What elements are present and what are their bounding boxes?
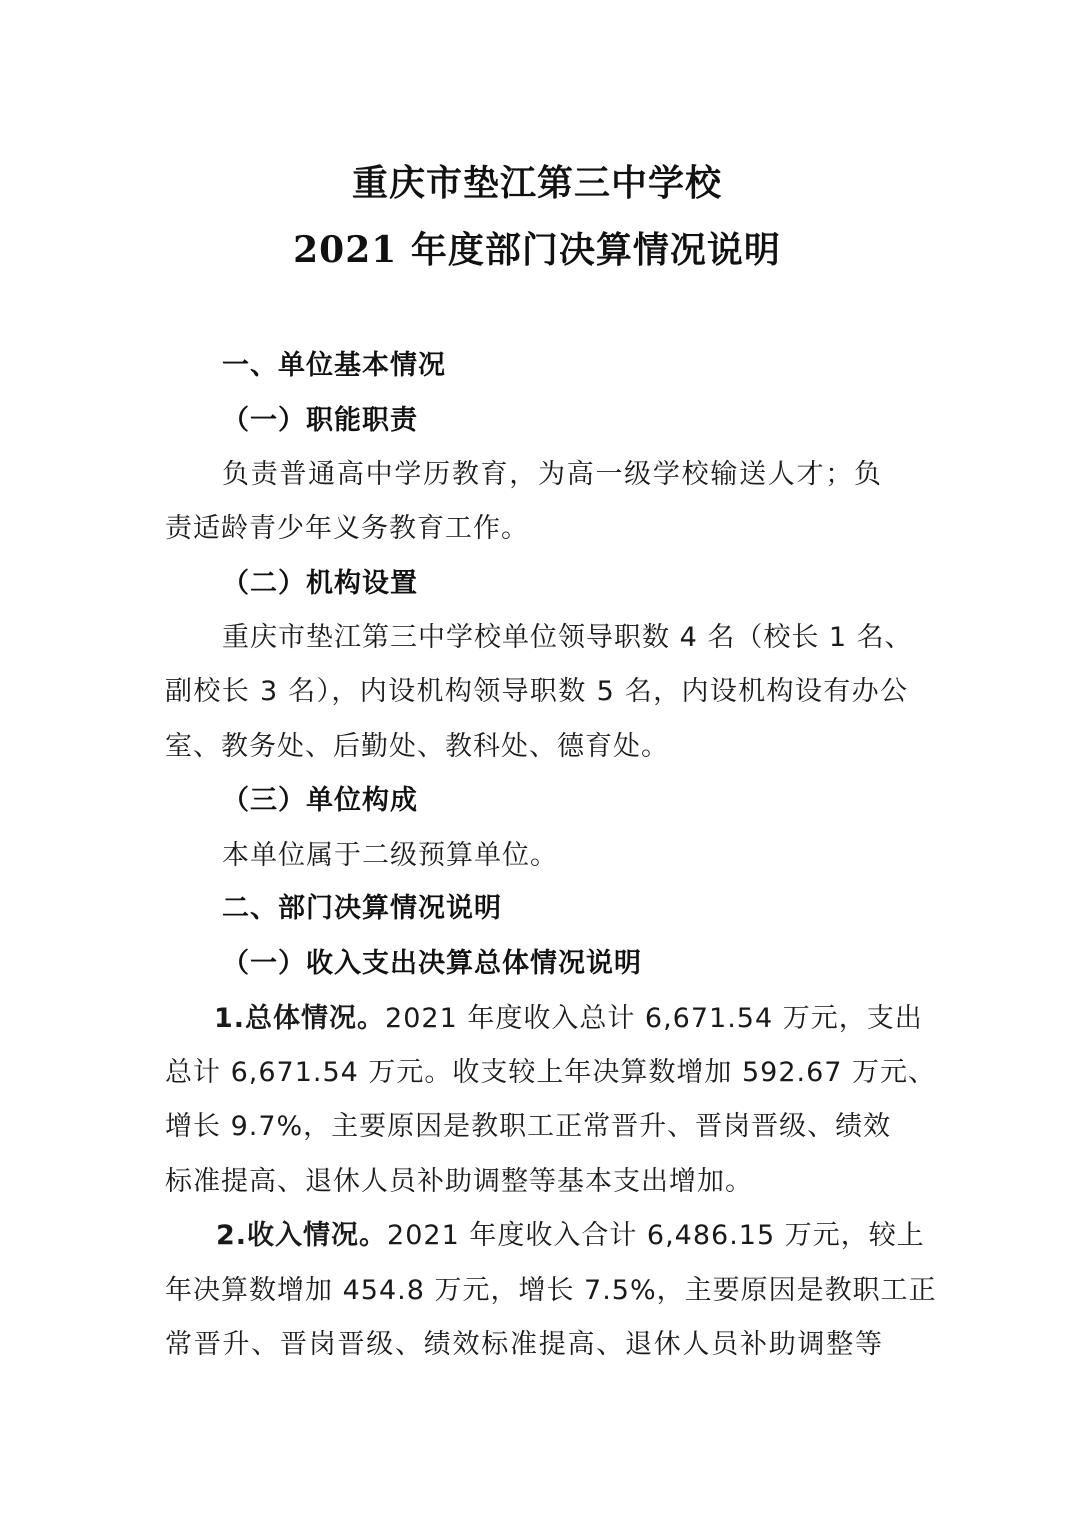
document-title-line1: 重庆市垫江第三中学校	[351, 162, 722, 204]
section2-heading: 二、部门决算情况说明	[222, 893, 502, 924]
overall-paragraph-line3: 增长 9.7%，主要原因是教职工正常晋升、晋岗晋级、绩效	[165, 1111, 892, 1142]
structure-paragraph-line2: 副校长 3 名），内设机构领导职数 5 名，内设机构设有办公	[165, 676, 908, 707]
overall-lead-label: 1.总体情况。	[214, 1003, 386, 1034]
structure-paragraph-line3: 室、教务处、后勤处、教科处、德育处。	[165, 731, 669, 762]
overall-paragraph-line1	[214, 996, 923, 1035]
overall-line1-text: 2021 年度收入总计 6,671.54 万元，支出	[385, 1003, 923, 1034]
income-paragraph-line3: 常晋升、晋岗晋级、绩效标准提高、退休人员补助调整等	[165, 1329, 883, 1360]
income-lead-label: 2.收入情况。	[216, 1220, 388, 1251]
income-paragraph-line1	[216, 1213, 925, 1252]
duties-paragraph-line2: 责适龄青少年义务教育工作。	[165, 513, 529, 544]
document-title-line2: 2021 年度部门决算情况说明	[293, 229, 781, 271]
overall-paragraph-line4: 标准提高、退休人员补助调整等基本支出增加。	[165, 1166, 753, 1197]
subsection-overall-heading: （一）收入支出决算总体情况说明	[222, 948, 642, 979]
income-paragraph-line2: 年决算数增加 454.8 万元，增长 7.5%，主要原因是教职工正	[165, 1275, 937, 1306]
subsection-structure-heading: （二）机构设置	[222, 568, 418, 599]
overall-paragraph-line2: 总计 6,671.54 万元。收支较上年决算数增加 592.67 万元、	[165, 1057, 937, 1088]
subsection-composition-heading: （三）单位构成	[222, 785, 418, 816]
composition-paragraph-line1: 本单位属于二级预算单位。	[222, 840, 558, 871]
structure-paragraph-line1: 重庆市垫江第三中学校单位领导职数 4 名（校长 1 名、	[222, 622, 913, 653]
subsection-duties-heading: （一）职能职责	[222, 405, 418, 436]
section1-heading: 一、单位基本情况	[222, 350, 446, 381]
income-line1-text: 2021 年度收入合计 6,486.15 万元，较上	[387, 1220, 925, 1251]
duties-paragraph-line1: 负责普通高中学历教育，为高一级学校输送人才；负	[222, 459, 882, 490]
